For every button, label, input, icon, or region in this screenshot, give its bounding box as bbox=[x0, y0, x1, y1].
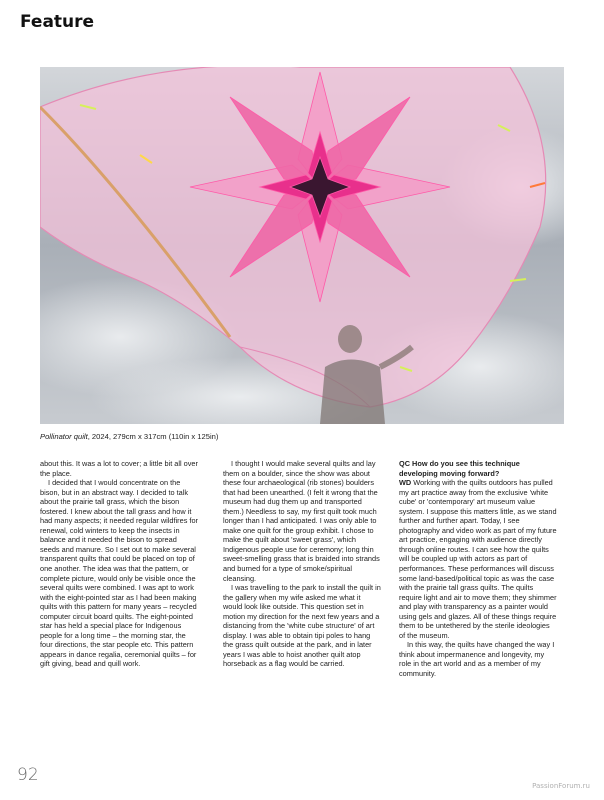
section-label: Feature bbox=[20, 12, 95, 32]
photo-caption bbox=[40, 432, 564, 441]
answer-label: WD bbox=[399, 478, 412, 488]
interview-question: QC How do you see this technique developing moving forward? bbox=[399, 459, 520, 478]
caption-details: , 2024, 279cm x 317cm (110in x 125in) bbox=[87, 432, 219, 441]
quilt-photo bbox=[40, 67, 564, 424]
page-number: 92 bbox=[17, 765, 39, 785]
answer-text: Working with the quilts outdoors has pulled my art practice away from the exclusive 'white cube' or 'contemporary' art museum value system. I suppose this matters little, as we stand further and further apart. Today, I see photography and video work as part of my future art practice, engaging with audience directly through online routes. I can see how the quilts will be coupled up with actors as part of performances. These performances will discuss some land-based/political topic as was the case with the prairie tall grass quilts. The quilts require light and air to move them; they shimmer and play with transparency as a painter would using gels and glazes. All of these things require them to be untethered by the sterile ideologies of the museum. bbox=[399, 478, 557, 640]
watermark: PassionForum.ru bbox=[532, 782, 590, 790]
paragraph: In this way, the quilts have changed the way I think about impermanence and longevity, my role in the art world and as a member of my community. bbox=[399, 640, 555, 679]
caption-title: Pollinator quilt bbox=[40, 432, 88, 441]
text-column-1 bbox=[40, 459, 198, 669]
paragraph: I thought I would make several quilts and lay them on a boulder, since the show was about these four archaeological (rib stones) boulders that had been unearthed. (I felt it wrong that the museum had dug them up and transported them.) Needless to say, my first quilt took much longer than I had anticipated. I was only able to make one quilt for the group exhibit. I chose to make the quilt about 'sweet grass', which Indigenous people use for ceremony; long thin sweet-smelling grass that is braided into strands and burned for a type of smoke/spiritual cleansing. bbox=[223, 459, 380, 583]
text-column-2 bbox=[223, 459, 381, 669]
paragraph: I was travelling to the park to install the quilt in the gallery when my wife asked me what it would look like outside. This question set in motion my direction for the next few years and a distancing from the 'white cube structure' of art display. I was able to obtain tipi poles to hang the grass quilt outside at the park, and in later years I was able to hoist another quilt atop horseback as a flag would be carried. bbox=[223, 583, 381, 669]
paragraph: I decided that I would concentrate on the bison, but in an abstract way. I decided to talk about the prairie tall grass, which the bison fostered. I knew about the tall grass and how it had many aspects; it needed regular wildfires for renewal, cold winters to keep the insects in balance and it needed the bison to spread seeds and manure. So I set out to make several transparent quilts that could be placed on top of one another. The idea was that the pattern, or complete picture, would only be visible once the several quilts were combined. I was apt to work with the eight-pointed star as I had been making quilts with this pattern for many years – recycled computer circuit board quilts. The eight-pointed star has held a special place for Indigenous people for a long time – the morning star, the four directions, the star people etc. This pattern appears in dance regalia, ceremonial quilts – for gift giving, bead and quill work. bbox=[40, 478, 198, 669]
paragraph: about this. It was a lot to cover; a little bit all over the place. bbox=[40, 459, 198, 478]
text-column-3 bbox=[399, 459, 557, 679]
interview-answer bbox=[399, 478, 557, 640]
